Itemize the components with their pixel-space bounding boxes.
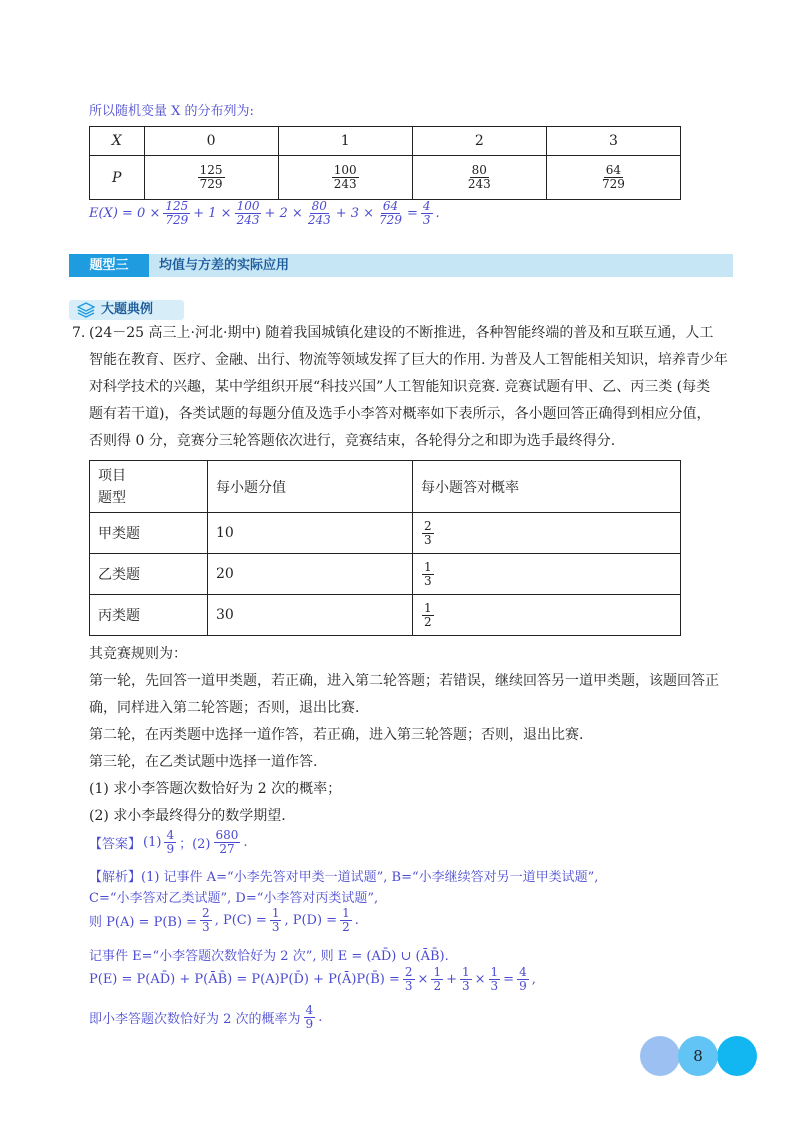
fraction: $\frac{80}{243}$ <box>467 163 491 191</box>
table-cell <box>412 156 546 200</box>
row-label: P <box>90 156 145 200</box>
fraction: $\frac{64}{729}$ <box>601 163 625 191</box>
distribution-table <box>89 126 681 200</box>
analysis-line-6: 即小李答题次数恰好为 2 次的概率为 $\frac{4}{9}$ . <box>89 1003 323 1031</box>
table-cell <box>144 156 278 200</box>
fraction: $\frac{100}{243}$ <box>333 163 357 191</box>
analysis-line-4: 记事件 E=“小李答题次数恰好为 2 次”, 则 E = (AD̄) ∪ (ĀB̄). <box>89 949 449 964</box>
header-cell: 每小题分值 <box>208 461 413 513</box>
table-header-cell: 2 <box>412 127 546 156</box>
analysis-line-1: 【解析】(1) 记事件 A=“小李先答对甲类一道试题”, B=“小李继续答对另一道甲类试题”, <box>89 870 599 885</box>
expectation-line: E(X) = 0 × $\frac{125}{729}$ + 1 × $\frac{100}{243}$ + 2 × $\frac{80}{243}$ + 3 × $\frac{64}{729}$ = $\frac{4}{3}$ . <box>89 199 440 227</box>
header-cell-corner: 项目 题型 <box>90 461 208 513</box>
table-cell: 丙类题 <box>90 595 208 636</box>
layers-icon <box>77 302 95 318</box>
page-number: 8 <box>678 1036 718 1076</box>
example-tag: 大题典例 <box>69 300 184 320</box>
analysis-line-5: P(E) = P(AD̄) + P(ĀB̄) = P(A)P(D̄) + P(Ā)P(B̄) = $\frac{2}{3}$ × $\frac{1}{2}$ + $\frac{1}{3}$ × $\frac{1}{3}$ = $\frac{4}{9}$ , <box>89 965 536 993</box>
table-header-cell: X <box>90 127 145 156</box>
table-cell: $\frac{1}{3}$ <box>413 554 681 595</box>
page-circle-left <box>640 1036 680 1076</box>
table-cell: 10 <box>208 513 413 554</box>
header-cell: 每小题答对概率 <box>413 461 681 513</box>
table-cell: 乙类题 <box>90 554 208 595</box>
table-cell <box>546 156 680 200</box>
table-cell <box>278 156 412 200</box>
intro-line: 所以随机变量 X 的分布列为: <box>89 104 254 119</box>
table-cell: 20 <box>208 554 413 595</box>
table-header-cell: 0 <box>144 127 278 156</box>
section-tag: 题型三 <box>69 254 149 277</box>
problem-number: 7. <box>72 325 86 341</box>
page-circle-right <box>717 1036 757 1076</box>
table-cell: $\frac{1}{2}$ <box>413 595 681 636</box>
table-cell: 30 <box>208 595 413 636</box>
analysis-line-2: C=“小李答对乙类试题”, D=“小李答对丙类试题”, <box>89 891 379 906</box>
answer-line: 【答案】 (1) $\frac{4}{9}$ ；(2) $\frac{680}{27}$ . <box>89 828 248 856</box>
section-title: 均值与方差的实际应用 <box>159 258 290 273</box>
analysis-line-3: 则 P(A) = P(B) = $\frac{2}{3}$ , P(C) = $\frac{1}{3}$ , P(D) = $\frac{1}{2}$ . <box>89 906 359 934</box>
rules-text: 其竞赛规则为： 第一轮，先回答一道甲类题，若正确，进入第二轮答题；若错误，继续回答另一道甲类题，该题回答正 确，同样进入第二轮答题；否则，退出比赛. 第二轮，在丙类题中选择一道作答，若正确，进入第三轮答题；否则，退出比赛. 第三轮，在乙类试题中选择一道作答. (1) 求小李答题次数恰好为 2 次的概率； (2) 求小李最终得分的数学期望. <box>89 646 719 824</box>
table-cell: 甲类题 <box>90 513 208 554</box>
competition-table <box>89 460 681 636</box>
table-header-cell: 1 <box>278 127 412 156</box>
table-cell: $\frac{2}{3}$ <box>413 513 681 554</box>
table-header-cell: 3 <box>546 127 680 156</box>
problem-text: (24－25 高三上·河北·期中) 随着我国城镇化建设的不断推进，各种智能终端的普及和互联互通，人工 智能在教育、医疗、金融、出行、物流等领域发挥了巨大的作用. 为普及人工智能相关知识，培养青少年 对科学技术的兴趣，某中学组织开展“科技兴国”人工智能知识竞赛. 竞赛试题有甲、乙、丙三类 (每类 题有若干道)，各类试题的每题分值及选手小李答对概率如下表所示，各小题回答正确得到相应分值， 否则得 0 分，竞赛分三轮答题依次进行，竞赛结束，各轮得分之和即为选手最终得分. <box>89 325 728 449</box>
fraction: $\frac{125}{729}$ <box>199 163 223 191</box>
